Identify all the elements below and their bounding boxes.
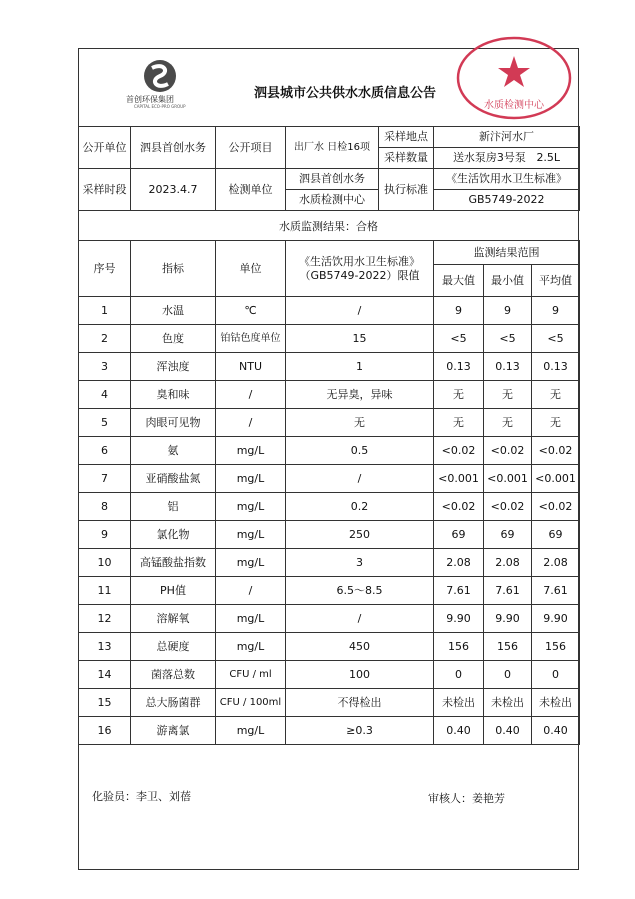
row-avg: <5 [532, 325, 580, 353]
header-min: 最小值 [484, 265, 532, 297]
row-max: <0.001 [434, 465, 484, 493]
row-no: 13 [79, 633, 131, 661]
row-no: 11 [79, 577, 131, 605]
row-min: 0.40 [484, 717, 532, 745]
sample-site-value: 新汴河水厂 [434, 127, 580, 148]
document-title: 泗县城市公共供水水质信息公告 [254, 86, 437, 101]
row-max: 无 [434, 409, 484, 437]
table-row [79, 633, 580, 661]
row-max: <0.02 [434, 437, 484, 465]
row-unit: mg/L [216, 465, 286, 493]
row-avg: <0.02 [532, 437, 580, 465]
header-unit: 单位 [216, 241, 286, 297]
row-no: 10 [79, 549, 131, 577]
row-limit: 1 [286, 353, 434, 381]
table-row [79, 689, 580, 717]
row-max: 9.90 [434, 605, 484, 633]
header-range: 监测结果范围 [434, 241, 580, 265]
row-unit: NTU [216, 353, 286, 381]
logo-subtext: CAPITAL ECO-PRO GROUP [134, 104, 186, 109]
row-max: 2.08 [434, 549, 484, 577]
row-max: 156 [434, 633, 484, 661]
reviewer-signature: 审核人：姜艳芳 [428, 792, 505, 805]
row-limit: 无异臭，异味 [286, 381, 434, 409]
row-min: <0.02 [484, 493, 532, 521]
row-avg: 69 [532, 521, 580, 549]
row-indicator: 臭和味 [131, 381, 216, 409]
table-row [79, 325, 580, 353]
sample-site-value2: 送水泵房3号泵 [452, 151, 526, 165]
row-indicator: 肉眼可见物 [131, 409, 216, 437]
row-max: 9 [434, 297, 484, 325]
row-no: 8 [79, 493, 131, 521]
table-row [79, 549, 580, 577]
row-indicator: PH值 [131, 577, 216, 605]
row-limit: / [286, 465, 434, 493]
header-limit-line2: （GB5749-2022）限值 [299, 268, 420, 282]
std-value: 《生活饮用水卫生标准》 [434, 169, 580, 190]
table-row [79, 297, 580, 325]
header-indicator: 指标 [131, 241, 216, 297]
sample-time-label: 采样时段 [79, 169, 131, 211]
row-min: 7.61 [484, 577, 532, 605]
sample-site-label: 采样地点 [379, 127, 434, 148]
row-indicator: 游离氯 [131, 717, 216, 745]
row-min: 无 [484, 381, 532, 409]
row-max: 69 [434, 521, 484, 549]
row-no: 3 [79, 353, 131, 381]
header-no: 序号 [79, 241, 131, 297]
row-avg: 0.40 [532, 717, 580, 745]
row-min: 未检出 [484, 689, 532, 717]
tester-signature: 化验员：李卫、刘蓓 [92, 790, 191, 803]
row-unit: mg/L [216, 633, 286, 661]
row-min: 无 [484, 409, 532, 437]
row-unit: mg/L [216, 605, 286, 633]
table-row [79, 465, 580, 493]
row-avg: <0.02 [532, 493, 580, 521]
row-no: 15 [79, 689, 131, 717]
row-indicator: 溶解氧 [131, 605, 216, 633]
row-unit: CFU / 100ml [216, 689, 286, 717]
row-avg: 未检出 [532, 689, 580, 717]
svg-text:水质检测中心: 水质检测中心 [484, 100, 544, 111]
row-limit: / [286, 297, 434, 325]
row-avg: <0.001 [532, 465, 580, 493]
row-indicator: 总大肠菌群 [131, 689, 216, 717]
row-unit: / [216, 577, 286, 605]
sample-qty-label: 采样数量 [379, 148, 434, 169]
header-max: 最大值 [434, 265, 484, 297]
row-indicator: 氨 [131, 437, 216, 465]
row-indicator: 总硬度 [131, 633, 216, 661]
row-unit: mg/L [216, 437, 286, 465]
std-value2: GB5749-2022 [434, 190, 580, 211]
results-title: 水质监测结果：合格 [279, 220, 378, 233]
row-limit: 不得检出 [286, 689, 434, 717]
row-unit: ℃ [216, 297, 286, 325]
row-limit: 100 [286, 661, 434, 689]
row-no: 2 [79, 325, 131, 353]
row-min: <5 [484, 325, 532, 353]
row-unit: mg/L [216, 521, 286, 549]
row-avg: 156 [532, 633, 580, 661]
test-unit-value2: 水质检测中心 [286, 190, 379, 211]
row-limit: 250 [286, 521, 434, 549]
row-min: 9 [484, 297, 532, 325]
table-row [79, 381, 580, 409]
table-footer-space [79, 745, 580, 783]
row-avg: 0 [532, 661, 580, 689]
test-unit-value: 泗县首创水务 [286, 169, 379, 190]
row-limit: 3 [286, 549, 434, 577]
row-indicator: 氯化物 [131, 521, 216, 549]
row-no: 12 [79, 605, 131, 633]
row-no: 5 [79, 409, 131, 437]
row-indicator: 浑浊度 [131, 353, 216, 381]
row-no: 6 [79, 437, 131, 465]
row-limit: 无 [286, 409, 434, 437]
row-limit: 6.5～8.5 [286, 577, 434, 605]
row-unit: mg/L [216, 717, 286, 745]
row-indicator: 亚硝酸盐氮 [131, 465, 216, 493]
row-no: 4 [79, 381, 131, 409]
row-indicator: 高锰酸盐指数 [131, 549, 216, 577]
row-unit: mg/L [216, 549, 286, 577]
row-indicator: 色度 [131, 325, 216, 353]
row-no: 16 [79, 717, 131, 745]
row-unit: mg/L [216, 493, 286, 521]
row-max: <5 [434, 325, 484, 353]
row-unit: / [216, 381, 286, 409]
row-limit: 0.2 [286, 493, 434, 521]
row-no: 9 [79, 521, 131, 549]
table-row [79, 605, 580, 633]
row-limit: 0.5 [286, 437, 434, 465]
row-avg: 无 [532, 409, 580, 437]
row-max: 0.13 [434, 353, 484, 381]
row-limit: 450 [286, 633, 434, 661]
table-row [79, 353, 580, 381]
row-indicator: 菌落总数 [131, 661, 216, 689]
table-row [79, 521, 580, 549]
row-min: <0.001 [484, 465, 532, 493]
pub-item-value: 出厂水 日检16项 [286, 127, 379, 169]
row-avg: 无 [532, 381, 580, 409]
row-no: 7 [79, 465, 131, 493]
header-limit-line1: 《生活饮用水卫生标准》 [299, 255, 420, 269]
row-limit: 15 [286, 325, 434, 353]
row-limit: / [286, 605, 434, 633]
row-avg: 0.13 [532, 353, 580, 381]
row-no: 14 [79, 661, 131, 689]
test-unit-label: 检测单位 [216, 169, 286, 211]
row-min: 9.90 [484, 605, 532, 633]
pub-unit-label: 公开单位 [79, 127, 131, 169]
row-max: 0 [434, 661, 484, 689]
row-min: 69 [484, 521, 532, 549]
table-row [79, 577, 580, 605]
row-max: 无 [434, 381, 484, 409]
row-min: 156 [484, 633, 532, 661]
row-no: 1 [79, 297, 131, 325]
row-avg: 7.61 [532, 577, 580, 605]
table-row [79, 409, 580, 437]
row-min: 0.13 [484, 353, 532, 381]
sample-qty-value: 2.5L [536, 151, 561, 165]
row-unit: 铂钴色度单位 [216, 325, 286, 353]
row-limit: ≥0.3 [286, 717, 434, 745]
pub-item-label: 公开项目 [216, 127, 286, 169]
header-avg: 平均值 [532, 265, 580, 297]
table-row [79, 437, 580, 465]
header-limit [286, 241, 434, 297]
row-avg: 2.08 [532, 549, 580, 577]
row-max: 7.61 [434, 577, 484, 605]
table-row [79, 493, 580, 521]
row-max: 未检出 [434, 689, 484, 717]
row-indicator: 水温 [131, 297, 216, 325]
row-indicator: 铝 [131, 493, 216, 521]
row-avg: 9.90 [532, 605, 580, 633]
row-max: <0.02 [434, 493, 484, 521]
table-row [79, 717, 580, 745]
table-row [79, 661, 580, 689]
std-label: 执行标准 [379, 169, 434, 211]
row-max: 0.40 [434, 717, 484, 745]
row-min: 0 [484, 661, 532, 689]
sample-qty-cell [434, 148, 580, 169]
row-min: 2.08 [484, 549, 532, 577]
official-seal-stamp [448, 26, 578, 126]
logo-text: 首创环保集团 [126, 95, 174, 104]
meta-table [78, 126, 580, 211]
row-unit: / [216, 409, 286, 437]
results-table [78, 240, 580, 782]
pub-unit-value: 泗县首创水务 [131, 127, 216, 169]
row-unit: CFU / ml [216, 661, 286, 689]
sample-time-value: 2023.4.7 [131, 169, 216, 211]
row-min: <0.02 [484, 437, 532, 465]
row-avg: 9 [532, 297, 580, 325]
